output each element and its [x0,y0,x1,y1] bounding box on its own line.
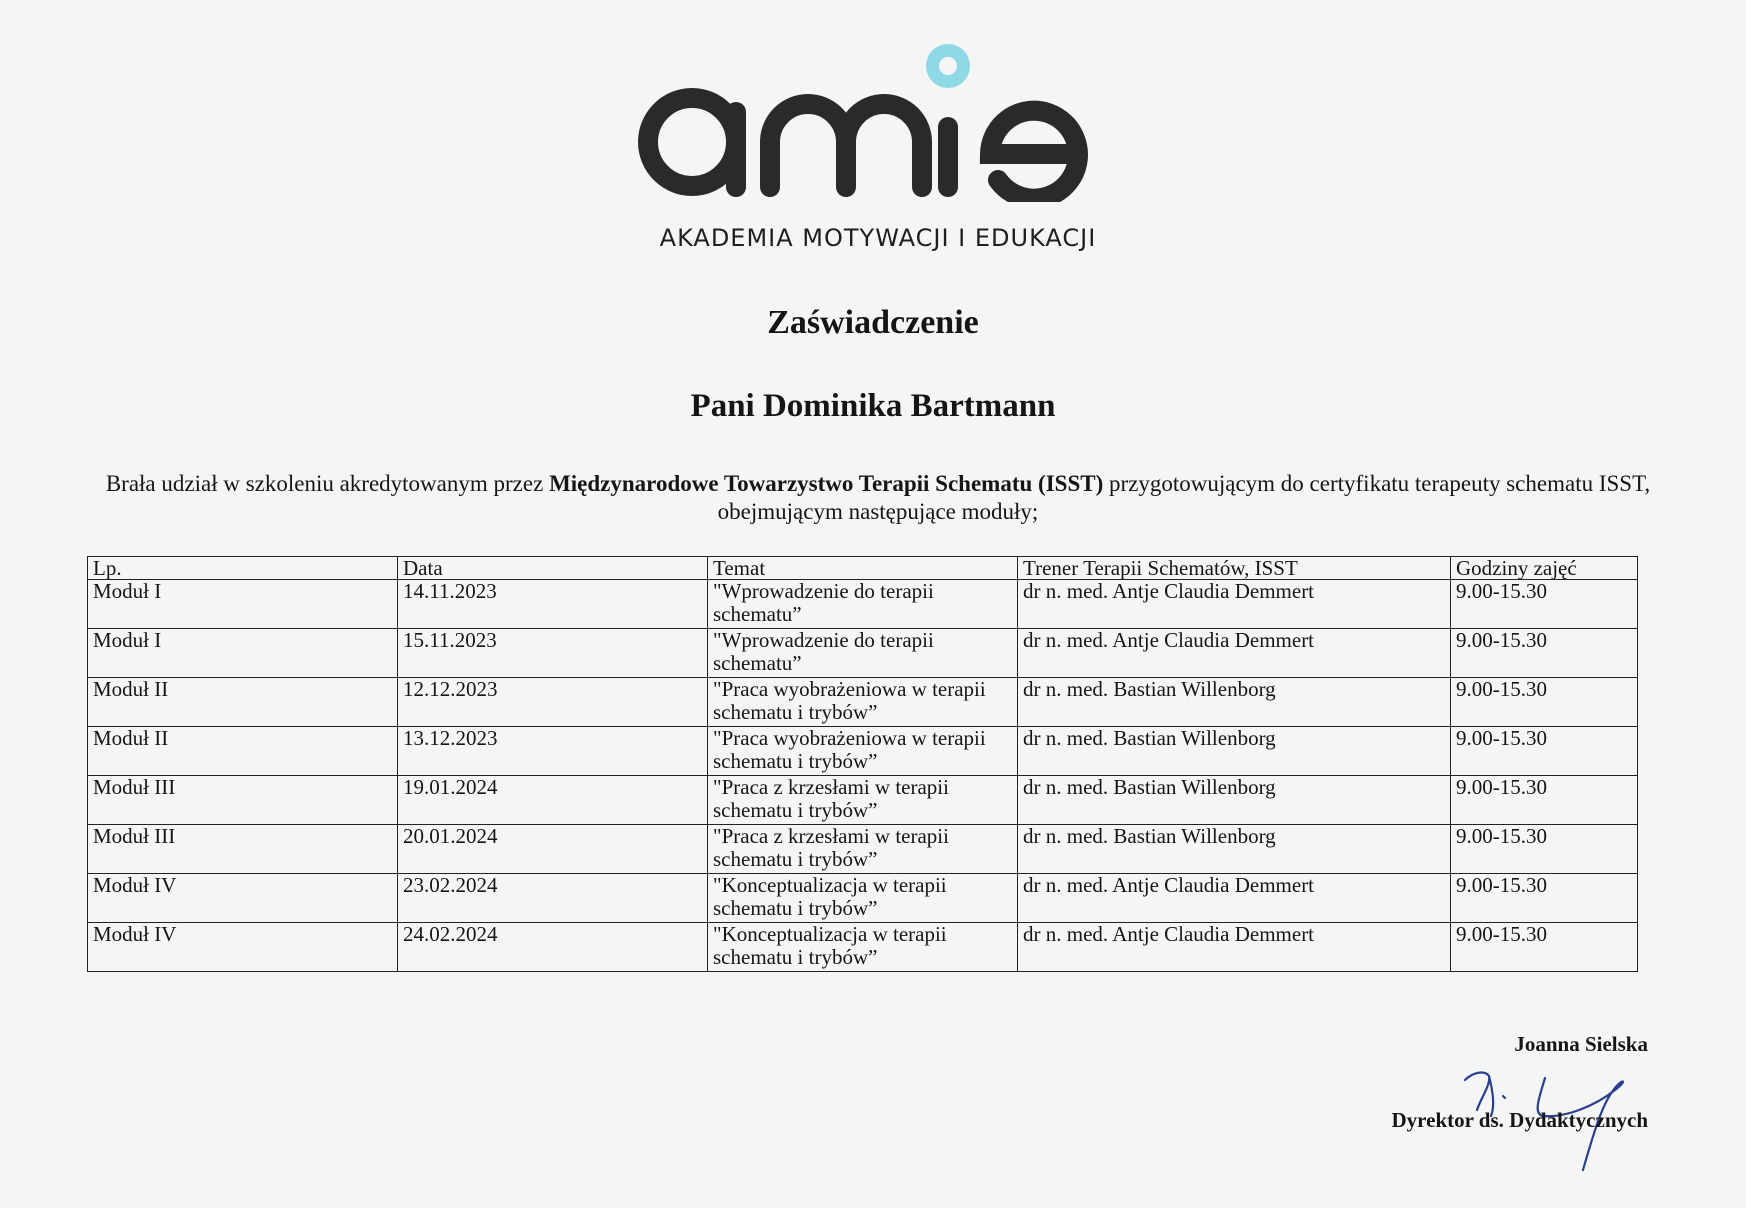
cell-topic: "Konceptualizacja w terapii schematu i trybów” [708,923,1018,972]
cell-module: Moduł III [88,776,398,825]
cell-date: 15.11.2023 [398,629,708,678]
cell-date: 19.01.2024 [398,776,708,825]
header-godziny: Godziny zajęć [1451,557,1638,580]
table-row [88,923,1638,972]
cell-module: Moduł III [88,825,398,874]
cell-trainer: dr n. med. Bastian Willenborg [1018,776,1451,825]
table-row [88,629,1638,678]
cell-hours: 9.00-15.30 [1451,825,1638,874]
cell-module: Moduł IV [88,874,398,923]
cell-module: Moduł II [88,678,398,727]
cell-trainer: dr n. med. Bastian Willenborg [1018,727,1451,776]
cell-trainer: dr n. med. Bastian Willenborg [1018,678,1451,727]
cell-trainer: dr n. med. Antje Claudia Demmert [1018,629,1451,678]
cell-module: Moduł I [88,629,398,678]
cell-trainer: dr n. med. Antje Claudia Demmert [1018,874,1451,923]
cell-date: 13.12.2023 [398,727,708,776]
cell-topic: "Konceptualizacja w terapii schematu i trybów” [708,874,1018,923]
document-title: Zaświadczenie [767,304,979,341]
header-trener: Trener Terapii Schematów, ISST [1018,557,1451,580]
table-row [88,678,1638,727]
cell-topic: "Praca wyobrażeniowa w terapii schematu i trybów” [708,727,1018,776]
intro-organization: Międzynarodowe Towarzystwo Terapii Schematu (ISST) [549,471,1104,496]
cell-module: Moduł I [88,580,398,629]
cell-topic: "Wprowadzenie do terapii schematu” [708,629,1018,678]
cell-date: 12.12.2023 [398,678,708,727]
intro-paragraph [78,470,1678,526]
table-row [88,580,1638,629]
cell-hours: 9.00-15.30 [1451,727,1638,776]
signatory-name: Joanna Sielska [1514,1032,1648,1056]
cell-hours: 9.00-15.30 [1451,580,1638,629]
signatory-role: Dyrektor ds. Dydaktycznych [1391,1108,1648,1132]
cell-topic: "Wprowadzenie do terapii schematu” [708,580,1018,629]
header-temat: Temat [708,557,1018,580]
intro-text-end: przygotowującym do certyfikatu terapeuty schematu ISST, obejmującym następujące moduły; [717,471,1651,524]
header-lp: Lp. [88,557,398,580]
cell-hours: 9.00-15.30 [1451,776,1638,825]
cell-date: 23.02.2024 [398,874,708,923]
table-row [88,825,1638,874]
recipient-name: Pani Dominika Bartmann [690,388,1056,424]
table-header-row [88,557,1638,580]
cell-topic: "Praca z krzesłami w terapii schematu i trybów” [708,825,1018,874]
cell-topic: "Praca z krzesłami w terapii schematu i trybów” [708,776,1018,825]
cell-hours: 9.00-15.30 [1451,923,1638,972]
cell-date: 14.11.2023 [398,580,708,629]
table-row [88,874,1638,923]
cell-module: Moduł IV [88,923,398,972]
logo-tagline: AKADEMIA MOTYWACJI I EDUKACJI [659,224,1097,252]
cell-date: 24.02.2024 [398,923,708,972]
header-data: Data [398,557,708,580]
cell-hours: 9.00-15.30 [1451,678,1638,727]
cell-trainer: dr n. med. Antje Claudia Demmert [1018,580,1451,629]
amie-logo-graphic [630,42,1100,202]
cell-trainer: dr n. med. Antje Claudia Demmert [1018,923,1451,972]
table-row [88,776,1638,825]
cell-date: 20.01.2024 [398,825,708,874]
modules-table [87,556,1638,972]
cell-topic: "Praca wyobrażeniowa w terapii schematu i trybów” [708,678,1018,727]
intro-text-start: Brała udział w szkoleniu akredytowanym przez [105,471,550,496]
amie-logo [630,42,1100,202]
cell-module: Moduł II [88,727,398,776]
cell-hours: 9.00-15.30 [1451,629,1638,678]
cell-trainer: dr n. med. Bastian Willenborg [1018,825,1451,874]
table-row [88,727,1638,776]
cell-hours: 9.00-15.30 [1451,874,1638,923]
